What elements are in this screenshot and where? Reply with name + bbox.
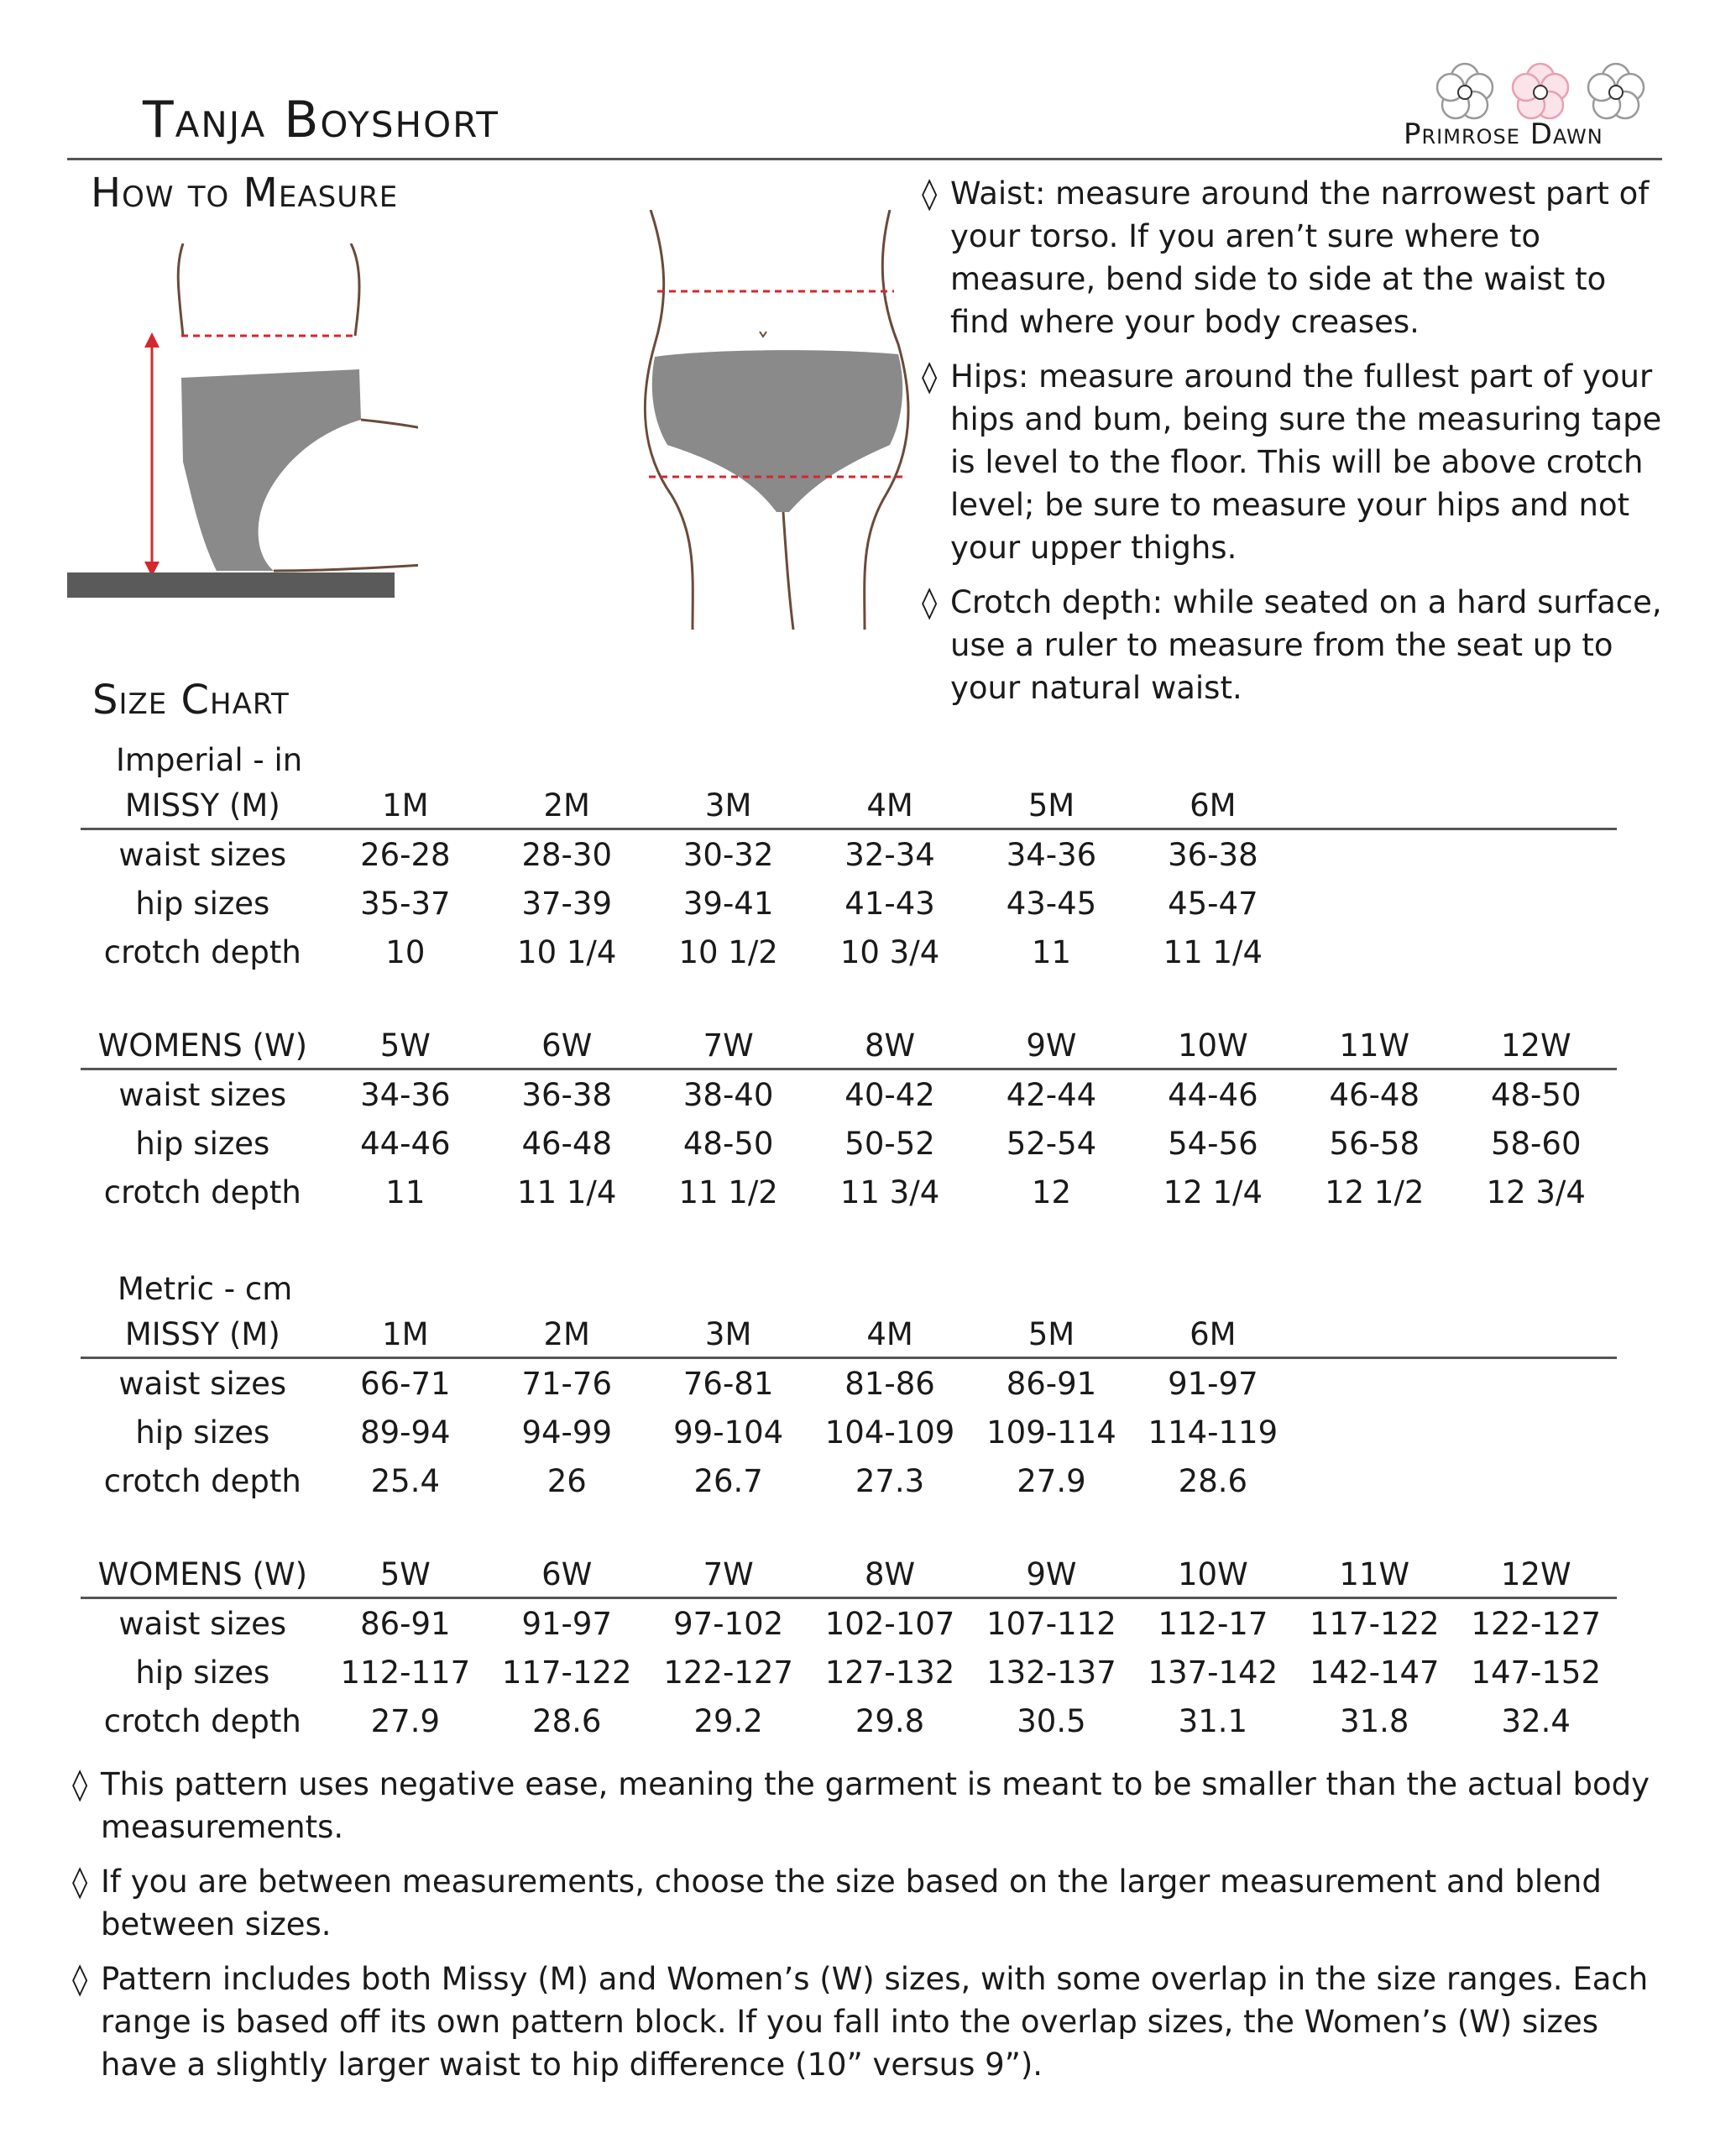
size-value-cell: 37-39 [521,885,612,922]
size-value-cell: 45-47 [1168,885,1258,922]
size-value-cell: 31.8 [1340,1702,1409,1739]
size-value-cell: 50-52 [844,1125,935,1162]
size-header: 2M [486,782,647,829]
size-value-cell: 27.9 [1017,1462,1086,1499]
title-divider [67,158,1662,160]
instruction-waist: ◊ Waist: measure around the narrowest part of your torso. If you aren’t sure where to measure, bend side to side at the waist to find where your body creases. [922,172,1669,343]
size-value-cell: 48-50 [1490,1076,1582,1113]
size-value-cell: 44-46 [1168,1076,1258,1113]
size-value-cell: 34-36 [1006,836,1097,873]
size-header: 3M [647,782,808,829]
size-value-cell: 42-44 [1006,1076,1097,1113]
row-label: hip sizes [135,1125,270,1162]
table-row [81,1168,1617,1216]
size-value-cell: 25.4 [370,1462,441,1499]
size-value-cell: 34-36 [360,1076,451,1113]
size-header: 11W [1294,1551,1455,1598]
size-value-cell: 11 1/2 [678,1174,778,1210]
table-row [81,1697,1617,1745]
how-to-measure-heading: How to Measure [91,170,399,217]
size-value-cell: 142-147 [1309,1654,1440,1691]
size-value-cell: 28.6 [532,1702,602,1739]
size-value-cell: 43-45 [1006,885,1097,922]
size-value-cell: 109-114 [986,1414,1116,1451]
size-header: 7W [647,1551,808,1598]
size-value-cell: 41-43 [844,885,935,922]
size-value-cell [1455,928,1617,976]
table-row [81,1069,1617,1120]
size-header [1294,782,1455,829]
size-value-cell [1455,829,1617,880]
metric-missy-table [81,1311,1617,1505]
size-value-cell [1294,879,1455,928]
metric-womens-table [81,1551,1617,1745]
size-value-cell: 114-119 [1148,1414,1278,1451]
size-value-cell: 48-50 [682,1125,774,1162]
row-label: waist sizes [118,1076,287,1113]
size-value-cell: 117-122 [501,1654,632,1691]
size-value-cell: 94-99 [521,1414,612,1451]
size-value-cell: 27.3 [855,1462,925,1499]
size-value-cell: 36-38 [1168,836,1258,873]
size-value-cell: 12 1/2 [1325,1174,1425,1210]
size-value-cell: 86-91 [1006,1365,1097,1402]
size-header: 8W [809,1551,970,1598]
note-size-ranges: ◊ Pattern includes both Missy (M) and Women’s (W) sizes, with some overlap in the size ranges. Each range is based off its own pattern block. If you fall into the overlap sizes, the Women’s (W) sizes have a slightly larger waist to hip difference (10” versus 9”). [72,1958,1667,2086]
size-value-cell: 122-127 [663,1654,793,1691]
size-value-cell [1455,1358,1617,1409]
size-chart-heading: Size Chart [92,677,290,724]
size-value-cell: 26.7 [693,1462,763,1499]
size-value-cell: 11 3/4 [839,1174,940,1210]
size-value-cell [1455,879,1617,928]
size-value-cell: 31.1 [1178,1702,1248,1739]
size-value-cell: 27.9 [370,1702,441,1739]
size-value-cell: 28-30 [521,836,612,873]
instruction-hips: ◊ Hips: measure around the fullest part of your hips and bum, being sure the measuring tape is level to the floor. This will be above crotch level; be sure to measure your hips and not your upper thighs. [922,355,1669,569]
measure-instructions [922,172,1669,721]
table-row [81,1598,1617,1649]
brand-name: Primrose Dawn [1404,118,1603,151]
size-value-cell: 91-97 [521,1605,612,1642]
size-group-label: MISSY (M) [81,782,325,829]
row-label: crotch depth [103,1174,301,1210]
size-value-cell: 122-127 [1471,1605,1602,1642]
imperial-unit-label: Imperial - in [116,742,303,778]
size-group-label: WOMENS (W) [81,1022,325,1069]
size-group-label: WOMENS (W) [81,1551,325,1598]
size-header: 6M [1132,1311,1294,1358]
size-header: 7W [647,1022,808,1069]
metric-unit-label: Metric - cm [118,1271,293,1307]
size-value-cell: 147-152 [1471,1654,1602,1691]
size-value-cell: 104-109 [824,1414,955,1451]
front-view-illustration [634,210,919,630]
note-negative-ease: ◊ This pattern uses negative ease, meaning the garment is meant to be smaller than the actual body measurements. [72,1763,1667,1848]
size-value-cell: 39-41 [682,885,774,922]
size-header: 8W [809,1022,970,1069]
size-notes [72,1763,1667,2098]
imperial-womens-table [81,1022,1617,1216]
size-header: 5W [325,1551,486,1598]
size-value-cell: 91-97 [1168,1365,1258,1402]
row-label: crotch depth [103,1462,301,1499]
size-value-cell: 38-40 [682,1076,774,1113]
size-value-cell: 102-107 [824,1605,955,1642]
size-value-cell: 117-122 [1309,1605,1440,1642]
size-header: 5M [970,1311,1132,1358]
side-view-illustration [65,243,418,604]
row-label: hip sizes [135,885,270,922]
size-value-cell: 81-86 [844,1365,935,1402]
size-value-cell: 76-81 [682,1365,774,1402]
size-value-cell: 11 1/4 [517,1174,617,1210]
size-value-cell [1294,1358,1455,1409]
size-value-cell: 89-94 [360,1414,451,1451]
imperial-missy-table [81,782,1617,976]
table-row [81,829,1617,880]
size-value-cell: 11 [1031,933,1071,970]
size-value-cell: 44-46 [360,1125,451,1162]
size-value-cell: 28.6 [1178,1462,1248,1499]
size-value-cell: 12 [1031,1174,1071,1210]
size-value-cell: 10 3/4 [839,933,940,970]
size-header: 2M [486,1311,647,1358]
row-label: waist sizes [118,1365,287,1402]
size-header [1455,782,1617,829]
size-header: 4M [809,1311,970,1358]
instruction-crotch-depth: ◊ Crotch depth: while seated on a hard surface, use a ruler to measure from the seat up to your natural waist. [922,581,1669,709]
size-group-label: MISSY (M) [81,1311,325,1358]
diamond-bullet-icon: ◊ [922,358,938,395]
size-header: 1M [325,1311,486,1358]
size-value-cell: 29.8 [855,1702,925,1739]
size-value-cell: 40-42 [844,1076,935,1113]
diamond-bullet-icon: ◊ [72,1766,88,1802]
row-label: hip sizes [135,1414,270,1451]
size-value-cell: 32-34 [844,836,935,873]
size-value-cell: 10 [385,933,426,970]
size-header: 12W [1455,1551,1617,1598]
table-row [81,1408,1617,1456]
diamond-bullet-icon: ◊ [72,1864,88,1900]
size-value-cell [1455,1408,1617,1456]
size-header: 10W [1132,1022,1294,1069]
table-row [81,928,1617,976]
size-value-cell [1294,829,1455,880]
size-value-cell: 12 3/4 [1486,1174,1586,1210]
size-value-cell [1294,1408,1455,1456]
size-value-cell: 29.2 [693,1702,763,1739]
size-value-cell: 58-60 [1490,1125,1582,1162]
size-header: 1M [325,782,486,829]
size-value-cell: 46-48 [521,1125,612,1162]
size-value-cell: 127-132 [824,1654,955,1691]
size-value-cell: 11 [385,1174,426,1210]
size-value-cell: 36-38 [521,1076,612,1113]
size-header: 9W [970,1551,1132,1598]
size-value-cell: 46-48 [1329,1076,1420,1113]
size-value-cell: 30-32 [682,836,774,873]
size-value-cell [1294,1456,1455,1505]
size-value-cell: 12 1/4 [1163,1174,1263,1210]
row-label: hip sizes [135,1654,270,1691]
diamond-bullet-icon: ◊ [72,1961,88,1997]
size-header: 11W [1294,1022,1455,1069]
size-value-cell: 112-117 [340,1654,471,1691]
diamond-bullet-icon: ◊ [922,175,938,212]
page-title: Tanja Boyshort [143,91,499,149]
size-value-cell [1455,1456,1617,1505]
size-value-cell: 56-58 [1329,1125,1420,1162]
flower-logo-icon [1427,59,1654,126]
size-value-cell [1294,928,1455,976]
size-header [1294,1311,1455,1358]
size-value-cell: 10 1/4 [517,933,617,970]
size-value-cell: 35-37 [360,885,451,922]
size-value-cell: 86-91 [360,1605,451,1642]
size-header: 4M [809,782,970,829]
size-value-cell: 112-17 [1158,1605,1268,1642]
table-row [81,1648,1617,1697]
diamond-bullet-icon: ◊ [922,584,938,620]
size-value-cell: 107-112 [986,1605,1116,1642]
size-value-cell: 137-142 [1148,1654,1278,1691]
size-header: 3M [647,1311,808,1358]
size-value-cell: 99-104 [673,1414,784,1451]
size-value-cell: 66-71 [360,1365,451,1402]
size-value-cell: 26-28 [360,836,451,873]
size-header: 6M [1132,782,1294,829]
size-value-cell: 54-56 [1168,1125,1258,1162]
row-label: waist sizes [118,836,287,873]
table-row [81,1358,1617,1409]
note-between-sizes: ◊ If you are between measurements, choose the size based on the larger measurement and blend between sizes. [72,1860,1667,1946]
size-value-cell: 11 1/4 [1163,933,1263,970]
size-header: 10W [1132,1551,1294,1598]
table-row [81,1456,1617,1505]
size-value-cell: 10 1/2 [678,933,778,970]
size-value-cell: 32.4 [1501,1702,1571,1739]
table-row [81,879,1617,928]
size-header: 9W [970,1022,1132,1069]
size-value-cell: 97-102 [673,1605,784,1642]
size-header [1455,1311,1617,1358]
row-label: waist sizes [118,1605,287,1642]
size-value-cell: 52-54 [1006,1125,1097,1162]
size-header: 6W [486,1022,647,1069]
size-value-cell: 71-76 [521,1365,612,1402]
row-label: crotch depth [103,933,301,970]
size-header: 5W [325,1022,486,1069]
size-header: 5M [970,782,1132,829]
row-label: crotch depth [103,1702,301,1739]
size-value-cell: 132-137 [986,1654,1116,1691]
size-value-cell: 30.5 [1017,1702,1086,1739]
size-value-cell: 26 [546,1462,587,1499]
size-header: 12W [1455,1022,1617,1069]
size-header: 6W [486,1551,647,1598]
table-row [81,1119,1617,1168]
